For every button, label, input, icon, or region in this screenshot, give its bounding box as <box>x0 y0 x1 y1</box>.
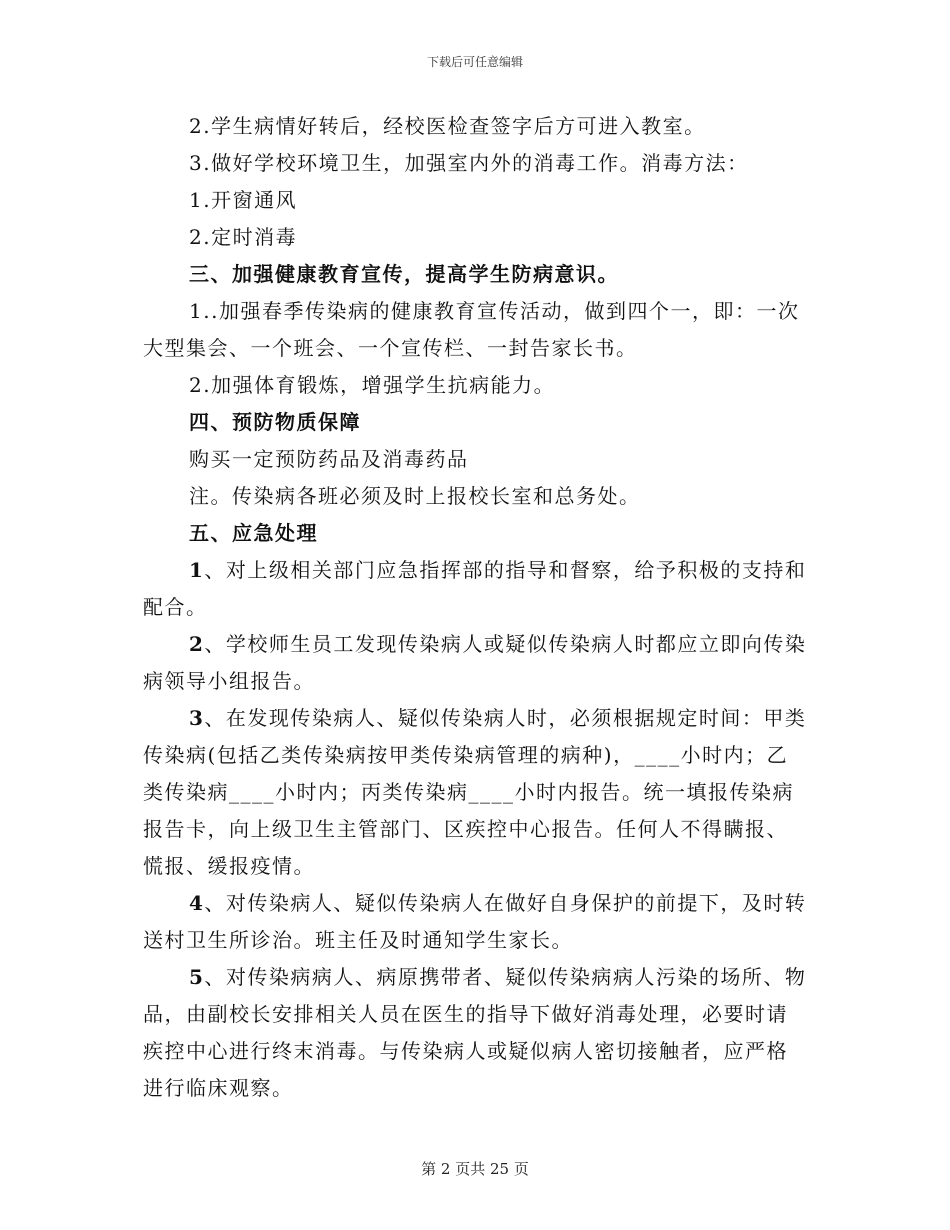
item-text: 、在发现传染病人、疑似传染病人时，必须根据规定时间：甲类传染病(包括乙类传染病按甲类传染病管理的病种)，____小时内；乙类传染病____小时内；丙类传染病____小时内报告。统一填报传染病报告卡，向上级卫生主管部门、区疾控中心报告。任何人不得瞒报、慌报、缓报疫情。 <box>143 706 807 878</box>
item-number: 4 <box>189 891 205 915</box>
page-number-footer: 第 2 页共 25 页 <box>421 1160 529 1178</box>
item-number: 3 <box>189 706 205 730</box>
paragraph-2-2: 3.做好学校环境卫生，加强室内外的消毒工作。消毒方法： <box>189 151 749 175</box>
paragraph-4-1: 购买一定预防药品及消毒药品 <box>189 447 469 471</box>
document-body <box>143 108 808 1107</box>
item-number: 2 <box>189 632 205 656</box>
item-text: 、对传染病人、疑似传染病人在做好自身保护的前提下，及时转送村卫生所诊治。班主任及时通知学生家长。 <box>143 891 807 952</box>
paragraph-5-2 <box>143 626 808 700</box>
section-heading-4: 四、预防物质保障 <box>189 410 361 434</box>
item-number: 1 <box>189 558 205 582</box>
paragraph-method-1: 1.开窗通风 <box>189 188 298 212</box>
paragraph-3-1: 1..加强春季传染病的健康教育宣传活动，做到四个一，即：一次大型集会、一个班会、一个宣传栏、一封告家长书。 <box>143 299 800 360</box>
paragraph-5-4 <box>143 885 808 959</box>
paragraph-4-note: 注。传染病各班必须及时上报校长室和总务处。 <box>189 484 641 508</box>
paragraph-method-2: 2.定时消毒 <box>189 225 298 249</box>
paragraph-2-1: 2.学生病情好转后，经校医检查签字后方可进入教室。 <box>189 114 706 138</box>
section-heading-3: 三、加强健康教育宣传，提高学生防病意识。 <box>189 262 619 286</box>
item-text: 、对上级相关部门应急指挥部的指导和督察，给予积极的支持和配合。 <box>143 558 807 619</box>
item-text: 、学校师生员工发现传染病人或疑似传染病人时都应立即向传染病领导小组报告。 <box>143 632 807 693</box>
item-number: 5 <box>189 965 205 989</box>
page-header: 下载后可任意编辑 <box>426 55 523 69</box>
paragraph-3-2: 2.加强体育锻炼，增强学生抗病能力。 <box>189 373 556 397</box>
paragraph-5-5 <box>143 959 808 1107</box>
paragraph-5-1 <box>143 552 808 626</box>
paragraph-5-3 <box>143 700 808 885</box>
item-text: 、对传染病病人、病原携带者、疑似传染病病人污染的场所、物品，由副校长安排相关人员在医生的指导下做好消毒处理，必要时请疾控中心进行终末消毒。与传染病人或疑似病人密切接触者，应严格进行临床观察。 <box>143 965 807 1100</box>
section-heading-5: 五、应急处理 <box>189 521 318 545</box>
